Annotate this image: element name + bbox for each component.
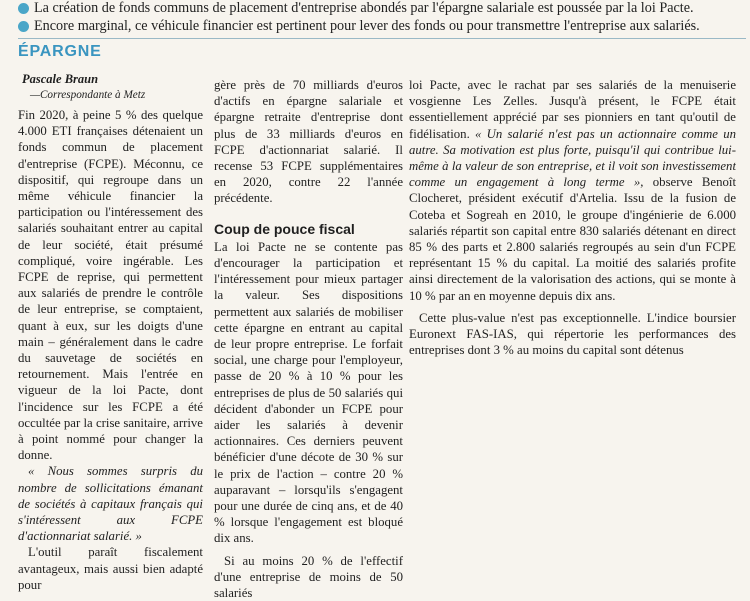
article-column-1 [18, 107, 203, 593]
summary-bullet [18, 18, 743, 36]
quote: « Nous sommes surpris du nombre de sollicitations émanant de sociétés à capitaux français qui s'intéressent aux FCPE d'actionnariat salarié. » [18, 464, 203, 544]
summary-bullet-text: La création de fonds communs de placement d'entreprise abondés par l'épargne salariale est poussée par la loi Pacte. [34, 0, 694, 16]
section-label: ÉPARGNE [18, 43, 102, 60]
author-name: Pascale Braun [22, 72, 99, 86]
paragraph-text: , observe Benoît Clocheret, président exécutif d'Artelia. Issu de la fusion de Coteba et Sogreah en 2010, le groupe d'ingénierie de 6.000 salariés répartit son capital entre 830 salariés détenant en direct 85 % des parts et 2.800 salariés regroupés au sein d'un FCPE représentant 15 % du capital. La moitié des salariés profite ainsi directement de la valorisation des actions, qui se monte à 10 % par an en moyenne depuis dix ans. [409, 175, 736, 303]
quote: « Un salarié n'est pas un actionnaire comme un autre. Sa motivation est plus forte, puisqu'il qui contribue lui-même à la valeur de son entreprise, et il voit son investissement comme un engagement à long terme » [409, 126, 736, 190]
paragraph [409, 77, 736, 304]
paragraph: gère près de 70 milliards d'euros d'actifs en épargne salariale et épargne retraite d'entreprise dont plus de 33 milliards d'euros en FCPE d'actionnariat salarié. Il recense 53 FCPE supplémentaires en 2020, contre 22 l'année précédente. [214, 78, 403, 206]
summary-bullet [18, 0, 743, 18]
bullet-dot-icon [18, 21, 29, 32]
author-role: —Correspondante à Metz [30, 89, 146, 101]
subheading: Coup de pouce fiscal [214, 220, 355, 237]
paragraph: Si au moins 20 % de l'effectif d'une entreprise de moins de 50 salariés [214, 553, 403, 601]
paragraph: L'outil paraît fiscalement avantageux, mais aussi bien adapté pour [18, 545, 203, 592]
article-column-2 [214, 77, 403, 601]
paragraph: Cette plus-value n'est pas exceptionnelle. L'indice boursier Euronext FAS-IAS, qui répertorie les performances des entreprises dont 3 % au moins du capital sont détenus [409, 310, 736, 358]
paragraph: La loi Pacte ne se contente pas d'encourager la participation et l'intéressement pour mieux partager la valeur. Ses dispositions permettent aux salariés de mobiliser cette épargne en entrant au capital de leur propre entreprise. Le forfait social, une charge pour l'employeur, passe de 20 % à 10 % pour les entreprises de plus de 50 salariés qui décident d'abonder un FCPE pour aider les salariés à devenir actionnaires. Ces derniers peuvent bénéficier d'une décote de 30 % sur le prix de l'action – contre 20 % auparavant – lorsqu'ils s'engagent pour une durée de cinq ans, et de 40 % lorsque l'engagement est bloqué dix ans. [214, 239, 403, 546]
paragraph: Fin 2020, à peine 5 % des quelque 4.000 ETI françaises détenaient un fonds commun de placement d'entreprise (FCPE). Méconnu, ce dispositif, qui regroupe dans un même véhicule financier la participation ou l'intéressement des salariés souhaitant entrer au capital de leur société, était présumé compliqué, voire ingérable. Les FCPE de reprise, qui permettent aux salariés de prendre le contrôle de leur entreprise, se comptaient, quant à eux, sur les doigts d'une main – généralement dans le cadre du sauvetage de sociétés en retournement. Mais l'entrée en vigueur de la loi Pacte, dont l'incidence sur les FCPE a été occultée par la crise sanitaire, arrive à point nommé pour changer la donne. [18, 108, 203, 463]
article-column-3 [409, 77, 736, 500]
bullet-dot-icon [18, 3, 29, 14]
paragraph-text: loi Pacte, avec le rachat par ses salariés de la menuiserie vosgienne Les Zelles. Jusqu'à présent, le FCPE était essentiellement apprécié par ses pionniers en tant qu'outil de fidélisation. [409, 78, 736, 141]
divider [18, 38, 746, 39]
summary-bullets [18, 0, 743, 35]
summary-bullet-text: Encore marginal, ce véhicule financier est pertinent pour lever des fonds ou pour transmettre l'entreprise aux salariés. [34, 17, 700, 34]
